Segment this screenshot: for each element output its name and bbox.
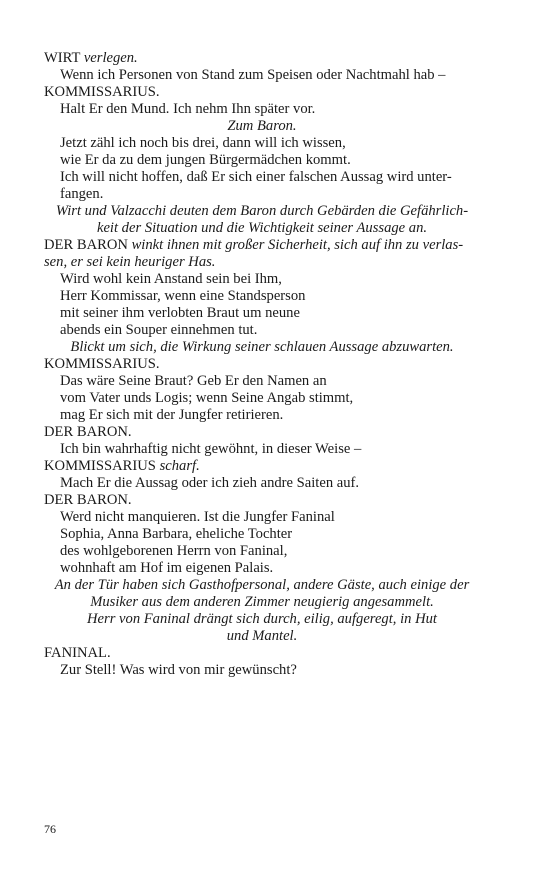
verse-line: Zur Stell! Was wird von mir gewünscht? xyxy=(60,662,297,678)
verse-line: des wohlgeborenen Herrn von Faninal, xyxy=(60,543,288,559)
verse-line: Das wäre Seine Braut? Geb Er den Namen an xyxy=(60,373,327,389)
stage-direction: sen, er sei kein heuriger Has. xyxy=(44,254,216,270)
text-block xyxy=(44,50,480,679)
speaker-name: WIRT xyxy=(44,50,81,66)
verse-line: mit seiner ihm verlobten Braut um neune xyxy=(60,305,300,321)
speech-heading xyxy=(44,237,480,254)
speaker-name: DER BARON. xyxy=(44,424,132,440)
stage-direction: scharf. xyxy=(159,458,200,474)
speaker-name: DER BARON. xyxy=(44,492,132,508)
stage-direction: An der Tür haben sich Gasthofpersonal, andere Gäste, auch einige der xyxy=(54,577,470,593)
verse-line: fangen. xyxy=(60,186,104,202)
stage-direction: Musiker aus dem anderen Zimmer neugierig angesammelt. xyxy=(90,594,434,610)
verse-line: Jetzt zähl ich noch bis drei, dann will ich wissen, xyxy=(60,135,346,151)
verse-line: Mach Er die Aussag oder ich zieh andre Saiten auf. xyxy=(60,475,360,491)
stage-direction: und Mantel. xyxy=(226,628,298,644)
speech-heading xyxy=(44,50,480,67)
verse-line: vom Vater unds Logis; wenn Seine Angab stimmt, xyxy=(60,390,354,406)
speaker-name: DER BARON xyxy=(44,237,128,253)
speech-heading xyxy=(44,458,480,475)
verse-line: wie Er da zu dem jungen Bürgermädchen kommt. xyxy=(60,152,351,168)
verse-line: Sophia, Anna Barbara, eheliche Tochter xyxy=(60,526,293,542)
verse-line: abends ein Souper einnehmen tut. xyxy=(60,322,258,338)
stage-direction: keit der Situation und die Wichtigkeit seiner Aussage an. xyxy=(96,220,428,236)
page-number: 76 xyxy=(44,822,56,836)
speaker-name: KOMMISSARIUS. xyxy=(44,356,160,372)
stage-direction: verlegen. xyxy=(83,50,138,66)
stage-direction: Zum Baron. xyxy=(227,118,297,134)
stage-direction: Wirt und Valzacchi deuten dem Baron durch Gebärden die Gefährlich- xyxy=(55,203,469,219)
speaker-name: KOMMISSARIUS. xyxy=(44,84,160,100)
stage-direction: winkt ihnen mit großer Sicherheit, sich auf ihn zu verlas- xyxy=(131,237,464,253)
speaker-name: FANINAL. xyxy=(44,645,111,661)
speaker-name: KOMMISSARIUS xyxy=(44,458,156,474)
verse-line: Wenn ich Personen von Stand zum Speisen oder Nachtmahl hab – xyxy=(60,67,446,83)
verse-line: Ich bin wahrhaftig nicht gewöhnt, in dieser Weise – xyxy=(60,441,362,457)
verse-line: Ich will nicht hoffen, daß Er sich einer falschen Aussag wird unter- xyxy=(60,169,452,185)
verse-line: Werd nicht manquieren. Ist die Jungfer Faninal xyxy=(60,509,335,525)
verse-line: wohnhaft am Hof im eigenen Palais. xyxy=(60,560,274,576)
stage-direction: Herr von Faninal drängt sich durch, eilig, aufgeregt, in Hut xyxy=(87,611,437,627)
verse-line: mag Er sich mit der Jungfer retirieren. xyxy=(60,407,284,423)
stage-direction: Blickt um sich, die Wirkung seiner schlauen Aussage abzuwarten. xyxy=(70,339,454,355)
verse-line: Wird wohl kein Anstand sein bei Ihm, xyxy=(60,271,282,287)
verse-line: Halt Er den Mund. Ich nehm Ihn später vor. xyxy=(60,101,316,117)
verse-line: Herr Kommissar, wenn eine Standsperson xyxy=(60,288,306,304)
